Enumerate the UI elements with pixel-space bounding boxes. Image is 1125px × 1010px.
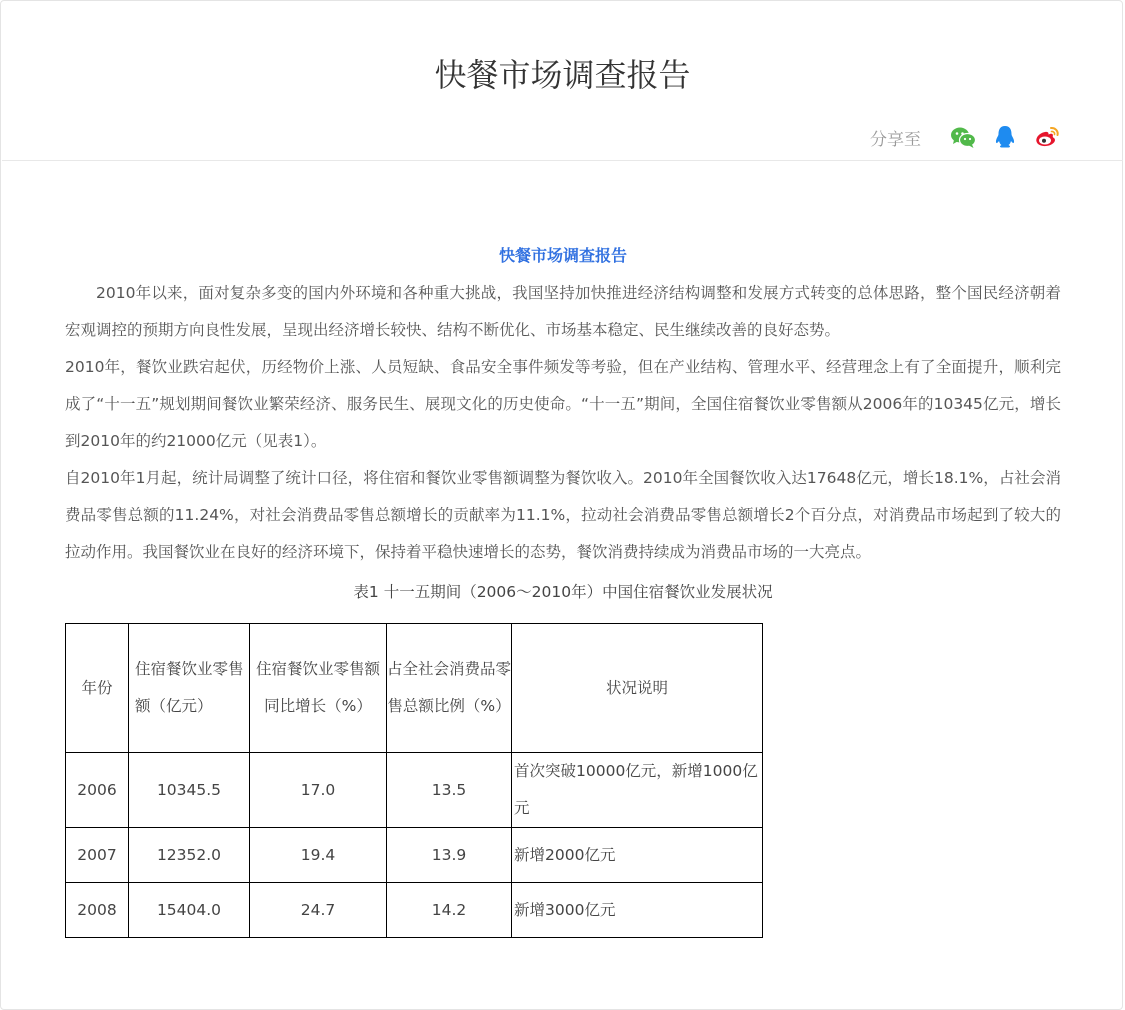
cell-growth: 17.0 [250,753,387,828]
development-table [65,623,763,938]
article-title: 快餐市场调查报告 [498,246,627,265]
paragraph-1: 2010年以来，面对复杂多变的国内外环境和各种重大挑战，我国坚持加快推进经济结构调整和发展方式转变的总体思路，整个国民经济朝着宏观调控的预期方向良性发展，呈现出经济增长较快、结构不断优化、市场基本稳定、民生继续改善的良好态势。 [65,284,1061,339]
header-growth-line1: 住宿餐饮业零售额 [255,660,380,678]
cell-note: 新增2000亿元 [512,828,763,883]
cell-growth: 24.7 [250,883,387,938]
share-label: 分享至 [870,129,921,150]
cell-note: 新增3000亿元 [512,883,763,938]
wechat-icon[interactable] [949,123,977,151]
weibo-icon[interactable] [1033,123,1061,151]
table-row [66,883,763,938]
cell-year: 2006 [66,753,129,828]
page-title: 快餐市场调查报告 [434,56,691,94]
cell-growth: 19.4 [250,828,387,883]
table-row [66,828,763,883]
cell-share: 13.5 [387,753,512,828]
paragraph-3: 自2010年1月起，统计局调整了统计口径，将住宿和餐饮业零售额调整为餐饮收入。2010年全国餐饮收入达17648亿元，增长18.1%，占社会消费品零售总额的11.24%，对社会消费品零售总额增长的贡献率为11.1%，拉动社会消费品零售总额增长2个百分点，对消费品市场起到了较大的拉动作用。我国餐饮业在良好的经济环境下，保持着平稳快速增长的态势，餐饮消费持续成为消费品市场的一大亮点。 [65,469,1061,561]
header-share: 占全社会消费品零售总额比例（%） [387,624,512,753]
table-header-row [66,624,763,753]
qq-icon[interactable] [991,123,1019,151]
header-sales: 住宿餐饮业零售额（亿元） [129,624,250,753]
cell-share: 14.2 [387,883,512,938]
header-year: 年份 [66,624,129,753]
header-growth-line2: 同比增长（%） [264,697,372,715]
cell-share: 13.9 [387,828,512,883]
paragraph-2: 2010年，餐饮业跌宕起伏，历经物价上涨、人员短缺、食品安全事件频发等考验，但在产业结构、管理水平、经营理念上有了全面提升，顺利完成了“十一五”规划期间餐饮业繁荣经济、服务民生、展现文化的历史使命。“十一五”期间，全国住宿餐饮业零售额从2006年的10345亿元，增长到2010年的约21000亿元（见表1）。 [65,358,1061,450]
cell-sales: 15404.0 [129,883,250,938]
cell-year: 2007 [66,828,129,883]
header-note: 状况说明 [512,624,763,753]
share-bar [870,122,1061,152]
cell-sales: 10345.5 [129,753,250,828]
table-row [66,753,763,828]
article-body [65,237,1061,938]
table-caption: 表1 十一五期间（2006～2010年）中国住宿餐饮业发展状况 [353,583,773,601]
header-growth [250,624,387,753]
cell-year: 2008 [66,883,129,938]
cell-note: 首次突破10000亿元，新增1000亿元 [512,753,763,828]
cell-sales: 12352.0 [129,828,250,883]
page-header [2,2,1123,161]
